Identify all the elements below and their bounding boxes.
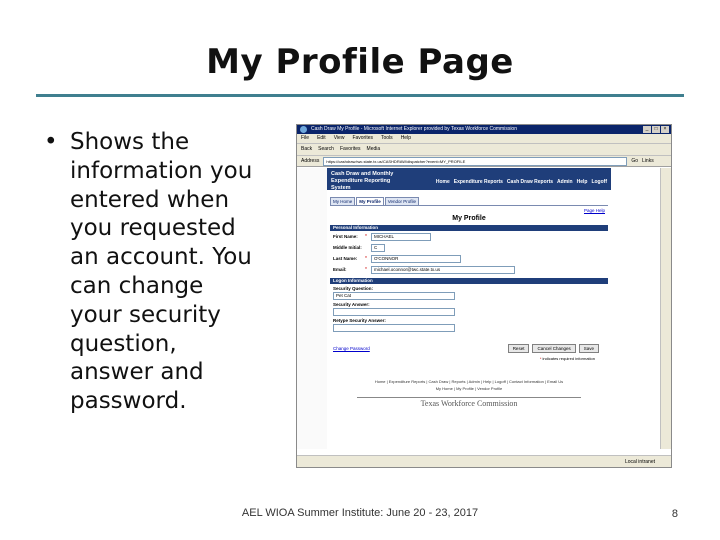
bullet-dot-icon: • (44, 129, 58, 155)
security-question-field[interactable]: Pet Cat (333, 292, 455, 300)
menu-edit[interactable]: Edit (317, 135, 326, 141)
vertical-scrollbar[interactable] (660, 168, 671, 449)
slide-title: My Profile Page (206, 42, 514, 82)
security-answer-label: Security Answer: (333, 302, 370, 307)
action-row (327, 342, 611, 356)
security-answer-field[interactable] (333, 308, 455, 316)
email-label: Email: (333, 267, 347, 272)
status-text: Local intranet (624, 459, 655, 465)
save-button[interactable]: Save (579, 344, 599, 353)
address-input[interactable]: https://cashdraw.twc.state.tx.us/CASHDRAW/dispatcher?event=MY_PROFILE (323, 157, 627, 166)
first-name-field[interactable]: MICHAEL (371, 233, 431, 241)
email-field[interactable]: michael.oconnor@twc.state.tx.us (371, 266, 515, 274)
tab-vendor-profile[interactable]: Vendor Profile (385, 197, 419, 205)
nav-cash-draw-reports[interactable]: Cash Draw Reports (506, 179, 554, 185)
footer-divider (357, 397, 581, 398)
media-button[interactable]: Media (366, 146, 381, 152)
personal-info-header: Personal Information (330, 225, 608, 231)
nav-help[interactable]: Help (576, 179, 588, 185)
twc-logo: Texas Workforce Commission (420, 399, 518, 408)
page-number: 8 (671, 508, 678, 520)
email-row (333, 264, 611, 275)
retype-answer-label: Retype Security Answer: (333, 318, 386, 323)
profile-tabs (327, 197, 611, 205)
security-question-label: Security Question: (333, 286, 374, 291)
nav-admin[interactable]: Admin (557, 179, 573, 185)
ie-logo-icon (300, 126, 307, 133)
last-name-label: Last Name: (333, 256, 358, 261)
tab-my-profile[interactable]: My Profile (356, 197, 384, 205)
nav-logoff[interactable]: Logoff (591, 179, 607, 185)
first-name-label: First Name: (333, 234, 358, 239)
page-heading: My Profile (452, 215, 486, 222)
menu-tools[interactable]: Tools (381, 135, 393, 141)
middle-initial-row (333, 242, 611, 253)
go-button[interactable]: Go (631, 158, 639, 164)
browser-toolbar (297, 144, 671, 156)
required-icon: * (365, 266, 367, 273)
bullet-text: Shows the information you entered when you requested an account. You can change your security question, answer and password. (70, 129, 253, 415)
footer-links-secondary[interactable]: My Home | My Profile | Vendor Profile (435, 386, 503, 391)
footer-links[interactable]: Home | Expenditure Reports | Cash Draw | Reports | Admin | Help | Logoff | Contact Information | Email Us (374, 379, 564, 384)
address-bar (297, 156, 671, 167)
nav-home[interactable]: Home (435, 179, 450, 185)
maximize-icon[interactable]: □ (652, 126, 660, 133)
browser-window-title: Cash Draw My Profile - Microsoft Internet Explorer provided by Texas Workforce Commission (311, 126, 517, 132)
favorites-button[interactable]: Favorites (339, 146, 361, 152)
menu-favorites[interactable]: Favorites (352, 135, 373, 141)
menu-help[interactable]: Help (400, 135, 411, 141)
required-note-text: indicates required information (542, 356, 595, 361)
change-password-link[interactable]: Change Password (333, 346, 370, 351)
search-button[interactable]: Search (318, 146, 334, 152)
slide-footer: AEL WIOA Summer Institute: June 20 - 23, 2017 (241, 507, 479, 519)
close-icon[interactable]: × (661, 126, 669, 133)
page-content (327, 168, 611, 449)
left-margin (297, 168, 327, 449)
last-name-field[interactable]: O'CONNOR (371, 255, 461, 263)
nav-expenditure-reports[interactable]: Expenditure Reports (453, 179, 503, 185)
reset-button[interactable]: Reset (508, 344, 530, 353)
required-note (327, 356, 611, 361)
links-button[interactable]: Links (642, 158, 654, 164)
middle-initial-label: Middle Initial: (333, 245, 362, 250)
cancel-changes-button[interactable]: Cancel Changes (532, 344, 575, 353)
tab-my-home[interactable]: My Home (330, 197, 355, 205)
title-divider (36, 94, 684, 97)
tab-divider (330, 205, 608, 206)
status-bar (297, 455, 671, 467)
first-name-row (333, 231, 611, 242)
logon-info-header: Logon Information (330, 278, 608, 284)
menu-view[interactable]: View (333, 135, 345, 141)
app-title: Cash Draw and Monthly Expenditure Reporting System (331, 171, 394, 191)
top-nav (436, 179, 607, 185)
window-controls (643, 126, 669, 133)
browser-window-screenshot (296, 124, 672, 468)
required-icon: * (365, 233, 367, 240)
bullet-point (44, 128, 254, 416)
required-icon: * (365, 255, 367, 262)
page-help-link[interactable]: Page Help (583, 208, 605, 213)
address-label: Address (301, 158, 320, 164)
middle-initial-field[interactable]: C (371, 244, 385, 252)
last-name-row (333, 253, 611, 264)
required-icon: * (539, 356, 542, 361)
form-buttons (508, 344, 599, 353)
menu-file[interactable]: File (301, 135, 310, 141)
app-header (327, 168, 611, 190)
back-button[interactable]: Back (301, 146, 313, 152)
browser-menu-bar (297, 134, 671, 144)
browser-title-bar (297, 125, 671, 134)
minimize-icon[interactable]: _ (643, 126, 651, 133)
retype-answer-field[interactable] (333, 324, 455, 332)
